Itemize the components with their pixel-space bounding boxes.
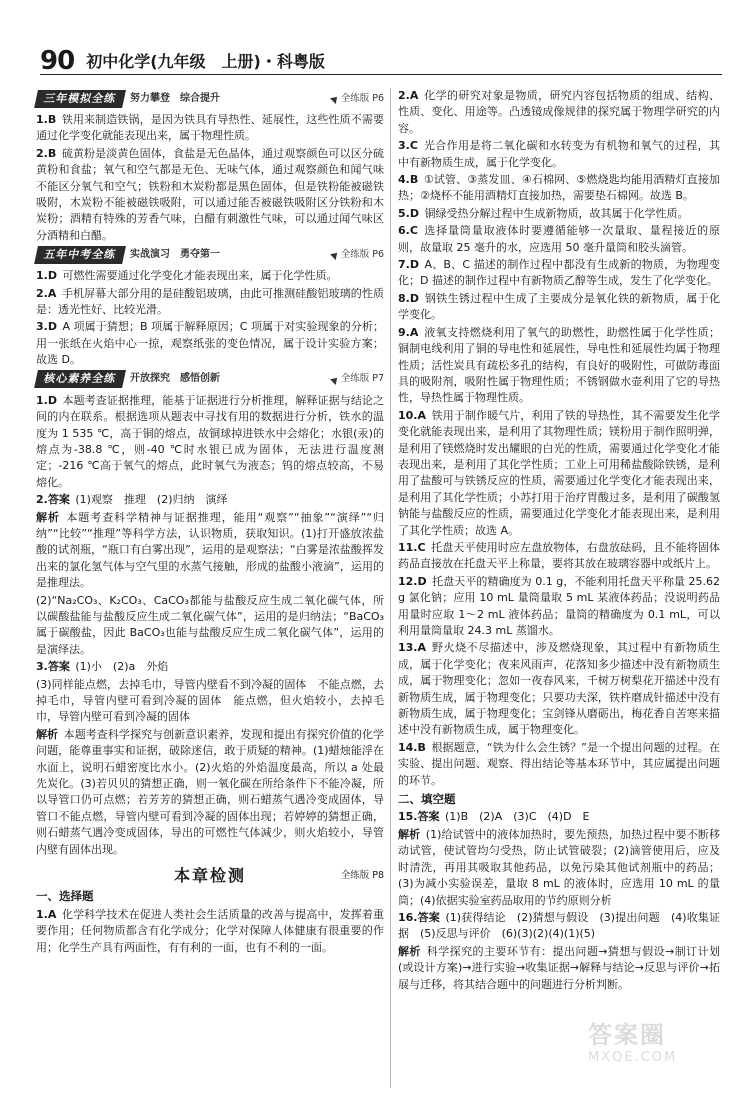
answer-item (36, 593, 384, 659)
answer-list-sec3 (36, 393, 384, 858)
section-ref-label: 全练版 P7 (340, 373, 384, 385)
answer-number: 3.答案 (36, 660, 70, 674)
answer-number: 2.答案 (36, 493, 70, 507)
answer-number: 1.D (36, 269, 57, 283)
answer-text: (2)“Na₂CO₃、K₂CO₃、CaCO₃都能与盐酸反应生成二氧化碳气体，所以碳酸盐能与盐酸反应生成二氧化碳气体”，运用的是归纳法；“BaCO₃属于碳酸盐，因此 BaCO₃也能与盐酸反应生成二氧化碳气体”，运用的是演绎法。 (36, 593, 384, 656)
book-title: 初中化学(九年级 上册)・科粤版 (86, 52, 325, 71)
arrow-icon (330, 250, 340, 260)
answer-text: 液氧支持燃烧利用了氧气的助燃性，助燃性属于化学性质；铜制电线利用了铜的导电性和延展性，导电性和延展性均属于物理性质；活性炭具有疏松多孔的结构，有良好的吸附性，可做防毒面具的吸附剂，吸附性属于物理性质；不锈钢做水壶利用了它的导热性，导热性属于物理性质。 (398, 325, 720, 405)
answer-number: 12.D (398, 574, 427, 588)
answer-item (398, 574, 720, 640)
answer-text: A 项属于猜想；B 项属于解释原因；C 项属于对实验现象的分析；用一张纸在火焰中心一掠，观察纸张的变色情况，属于设计实验方案；故选 D。 (36, 320, 384, 367)
answer-text: 化学的研究对象是物质，研究内容包括物质的组成、结构、性质、变化、用途等。凸透镜成像规律的探究属于物理学研究的内容。 (398, 89, 720, 135)
answer-text: 野火烧不尽描述中，涉及燃烧现象，其过程中有新物质生成，属于化学变化；夜来风雨声，花落知多少描述中没有新物质生成，属于物理变化；忽如一夜春风来，千树万树梨花开描述中没有新物质生成，属于物理变化；只要功夫深，铁杵磨成针描述中没有新物质生成，属于物理变化；宝剑锋从磨砺出，梅花香自苦寒来描述中没有新物质生成，属于物理变化。 (398, 641, 720, 737)
answer-item (36, 492, 384, 508)
answer-number: 2.A (398, 89, 419, 102)
section-bar-three-year (36, 90, 384, 108)
page-header (40, 46, 722, 75)
answer-number: 13.A (398, 641, 426, 655)
answer-item (398, 223, 720, 256)
answer-number: 1.D (36, 393, 57, 407)
answer-text: (1)B (2)A (3)C (4)D E (445, 810, 590, 824)
answer-item (36, 727, 384, 858)
answer-item (398, 809, 720, 825)
chapter-title: 本章检测 (173, 866, 246, 886)
answer-text: 铜绿受热分解过程中生成新物质，故其属于化学性质。 (424, 206, 689, 220)
answer-number: 3.D (36, 320, 57, 334)
section-ref-label: 全练版 P6 (340, 249, 384, 261)
answer-text: 钢铁生锈过程中生成了主要成分是氧化铁的新物质，属于化学变化。 (398, 291, 720, 322)
answer-list-right (398, 88, 720, 789)
answer-item (36, 907, 384, 956)
answer-text: 本题考查科学精神与证据推理，能用“观察”“抽象”“演绎”“归纳”“比较”“推理”等科学方法，认识物质，获取知识。(1)打开盛放浓盐酸的试剂瓶，“瓶口有白雾出现”，运用的是观察法；“白雾是浓盐酸挥发出来的氯化氢气体与空气里的水蒸气接触，形成的盐酸小液滴”，运用的是推理法。 (36, 510, 385, 590)
answer-number: 解析 (36, 510, 60, 524)
answer-number: 6.C (398, 224, 418, 238)
section-reference (332, 371, 384, 387)
answer-number: 9.A (398, 325, 419, 339)
answer-item (398, 640, 720, 738)
answer-number: 1.A (36, 907, 57, 921)
answer-text: (1)观察 推理 (2)归纳 演绎 (75, 493, 228, 507)
section-bar-five-year (36, 246, 384, 264)
chapter-ref-label: 全练版 P8 (340, 870, 384, 882)
answer-text: (1)给试管中的液体加热时，要先预热，加热过程中要不断移动试管，使试管均匀受热，防止试管破裂；(2)滴管使用后，应及时清洗，再用其吸取其他药品，以免污染其他试剂瓶中的药品；(3)为减小实验误差，量取 8 mL 的液体时，应选用 10 mL 的量筒；(4)依据实验室药品取用的节约原则分析 (398, 827, 720, 907)
answer-text: (1)小 (2)a 外焰 (75, 660, 169, 674)
answer-item (398, 740, 720, 789)
section-reference (332, 91, 384, 107)
answer-item (398, 138, 720, 171)
section-title-fill: 二、填空题 (398, 792, 456, 807)
answer-list-sec1 (36, 112, 384, 244)
right-column (398, 88, 720, 994)
watermark-sub: MXQE.COM (588, 1050, 678, 1065)
answer-number: 14.B (398, 740, 426, 754)
answer-item (398, 827, 720, 909)
answer-item (36, 677, 384, 726)
answer-item (398, 257, 720, 290)
section-ref-label: 全练版 P6 (340, 92, 384, 104)
answer-text: 可燃性需要通过化学变化才能表现出来，属于化学性质。 (62, 269, 338, 283)
section-subtitle: 开放探究 感悟创新 (130, 373, 220, 385)
section-bar-core-literacy (36, 371, 384, 389)
answer-text: 科学探究的主要环节有：提出问题→猜想与假设→制订计划(或设计方案)→进行实验→收集证据→解释与结论→反思与评价→拓展与迁移，将其结合题中的问题进行分析判断。 (398, 944, 721, 991)
watermark-text: 答案圈 (588, 1021, 666, 1049)
answer-number: 3.C (398, 139, 418, 153)
answer-text: 本题考查证据推理，能基于证据进行分析推理，解释证据与结论之间的内在联系。根据选项从题表中寻找有用的数据进行分析，铁水的温度为 1 535 ℃，高于铜的熔点，故铜球掉进铁水中会熔化；水银(汞)的熔点为-38.8 ℃，则-40 ℃时水银已成为固体，无法进行温度测定；-216 ℃高于氧气的熔点，此时氧气为液态；钨的熔点较高，不易熔化。 (36, 393, 384, 489)
answer-number: 2.B (36, 146, 57, 160)
section-subtitle: 努力攀登 综合提升 (130, 92, 220, 104)
section-tag: 核心素养全练 (34, 370, 126, 388)
answer-text: 铁用于制作暖气片，利用了铁的导热性，其不需要发生化学变化就能表现出来，是利用了其物理性质；镁粉用于制作照明弹，是利用了镁燃烧时发出耀眼的白光的性质，需要通过化学变化才能表现出来，是利用了其化学性质；工业上可用稀盐酸除铁锈，是利用了盐酸可与铁锈反应的性质，需要通过化学变化才能表现出来，是利用了其化学性质；小苏打用于治疗胃酸过多，是利用了碳酸氢钠能与盐酸反应的性质，需要通过化学变化才能表现出来，是利用了其化学性质；故选 A。 (398, 408, 720, 537)
answer-item (398, 540, 720, 573)
answer-text: 托盘天平的精确度为 0.1 g，不能利用托盘天平称量 25.62 g 氯化钠；应用 10 mL 量筒量取 5 mL 某液体药品；没说明药品用量时应取 1～2 mL 液体药品；量筒的精确度为 0.1 mL，可以利用量筒量取 24.3 mL 蒸馏水。 (398, 574, 720, 637)
answer-number: 8.D (398, 291, 419, 305)
answer-text: 化学科学技术在促进人类社会生活质量的改善与提高中，发挥着重要作用；任何物质都含有化学成分；化学对保障人体健康有很重要的作用；化学生产具有两面性，有有利的一面，也有不利的一面。 (36, 907, 384, 954)
answer-number: 11.C (398, 540, 426, 554)
answer-item (398, 172, 720, 205)
column-divider (390, 88, 391, 1088)
answer-item (36, 510, 384, 592)
answer-number: 1.B (36, 113, 57, 126)
answer-number: 15.答案 (398, 810, 440, 824)
section-tag: 五年中考全练 (34, 246, 126, 264)
answer-text: 硫黄粉是淡黄色固体，食盐是无色晶体，通过观察颜色可以区分硫黄粉和食盐；氧气和空气都是无色、无味气体，通过观察颜色和闻气味不能区分氧气和空气；铁粉和木炭粉都是黑色固体，但是铁粉能被磁铁吸附，木炭粉不能被磁铁吸附，可以通过能否被磁铁吸附区分铁粉和木炭粉；酒精有特殊的芳香气味，白醋有刺激性气味，可以通过闻气味区分酒精和白醋。 (36, 146, 384, 242)
answer-item (36, 146, 384, 244)
answer-item (36, 286, 384, 319)
left-column (36, 88, 384, 957)
answer-number: 解析 (398, 944, 421, 958)
answer-list-fill (398, 809, 720, 992)
section-tag: 三年模拟全练 (34, 90, 126, 108)
answer-list-chapter (36, 907, 384, 956)
answer-item (36, 393, 384, 491)
section-title-choice: 一、选择题 (36, 889, 94, 904)
answer-text: A、B、C 描述的制作过程中都没有生成新的物质，为物理变化；D 描述的制作过程中有新物质乙醇等生成，发生了化学变化。 (398, 258, 720, 288)
chapter-header (36, 868, 384, 884)
answer-number: 16.答案 (398, 910, 440, 924)
answer-number: 2.A (36, 286, 57, 300)
arrow-icon (330, 94, 340, 104)
section-reference (332, 247, 384, 263)
answer-item (36, 319, 384, 368)
answer-text: 铁用来制造铁锅，是因为铁具有导热性、延展性，这些性质不需要通过化学变化就能表现出来，属于物理性质。 (36, 113, 384, 143)
answer-text: (1)获得结论 (2)猜想与假设 (3)提出问题 (4)收集证据 (5)反思与评价 (6)(3)(2)(4)(1)(5) (398, 910, 720, 941)
answer-list-sec2 (36, 268, 384, 368)
answer-text: 手机屏幕大部分用的是硅酸铝玻璃，由此可推测硅酸铝玻璃的性质是：透光性好、比较光滑。 (36, 286, 384, 317)
answer-item (398, 408, 720, 539)
answer-number: 4.B (398, 173, 419, 187)
answer-item (36, 112, 384, 145)
answer-number: 10.A (398, 408, 426, 422)
answer-item (398, 206, 720, 222)
answer-item (398, 325, 720, 407)
answer-number: 5.D (398, 206, 419, 220)
answer-item (36, 659, 384, 675)
answer-text: 托盘天平使用时应左盘放物体，右盘放砝码，且不能将固体药品直接放在托盘天平上称量，要将其放在玻璃容器中或纸片上。 (398, 540, 720, 571)
answer-text: (3)同样能点燃，去掉毛巾，导管内壁看不到冷凝的固体 不能点燃，去掉毛巾，导管内壁可看到冷凝的固体 能点燃，但火焰较小，去掉毛巾，导管内壁可看到冷凝的固体 (36, 677, 384, 724)
watermark-logo (588, 1015, 728, 1073)
section-subtitle: 实战演习 勇夺第一 (130, 249, 220, 261)
arrow-icon (330, 375, 340, 385)
chapter-reference (341, 868, 384, 884)
answer-text: 根据题意，“铁为什么会生锈？”是一个提出问题的过程。在实验、提出问题、观察、得出结论等基本环节中，其应属提出问题的环节。 (398, 740, 720, 787)
answer-item (398, 291, 720, 324)
answer-item (398, 910, 720, 943)
page-number: 90 (40, 46, 75, 76)
answer-item (398, 88, 720, 137)
answer-number: 解析 (36, 727, 59, 741)
answer-text: 本题考查科学探究与创新意识素养，发现和提出有探究价值的化学问题，能尊重事实和证据，破除迷信，敢于质疑的精神。(1)蜡烛能浮在水面上，说明石蜡密度比水小。(2)火焰的外焰温度最高，所以 a 处最先炭化。(3)若贝贝的猜想正确，则一氧化碳在所给条件下不能冷凝，所以导管口仍可点燃；若芳芳的猜想正确，则石蜡蒸气遇冷变成固体，导管口不能点燃，导管内壁可看到冷凝的固体出现；若婷婷的猜想正确，则石蜡蒸气遇冷变成固体，导出的可燃性气体减少，则火焰较小，导管内壁有固体出现。 (36, 727, 385, 856)
answer-number: 7.D (398, 258, 419, 272)
answer-number: 解析 (398, 827, 421, 841)
answer-item (36, 268, 384, 284)
answer-text: 光合作用是将二氧化碳和水转变为有机物和氧气的过程，其中有新物质生成，属于化学变化。 (398, 139, 720, 169)
answer-text: ①试管、③蒸发皿、④石棉网、⑤燃烧匙均能用酒精灯直接加热；②烧杯不能用酒精灯直接加热，需要垫石棉网。故选 B。 (398, 173, 720, 203)
answer-text: 选择量筒量取液体时要遵循能够一次量取、量程接近的原则，故量取 25 毫升的水，应选用 50 毫升量筒和胶头滴管。 (398, 224, 720, 254)
answer-item (398, 944, 720, 993)
